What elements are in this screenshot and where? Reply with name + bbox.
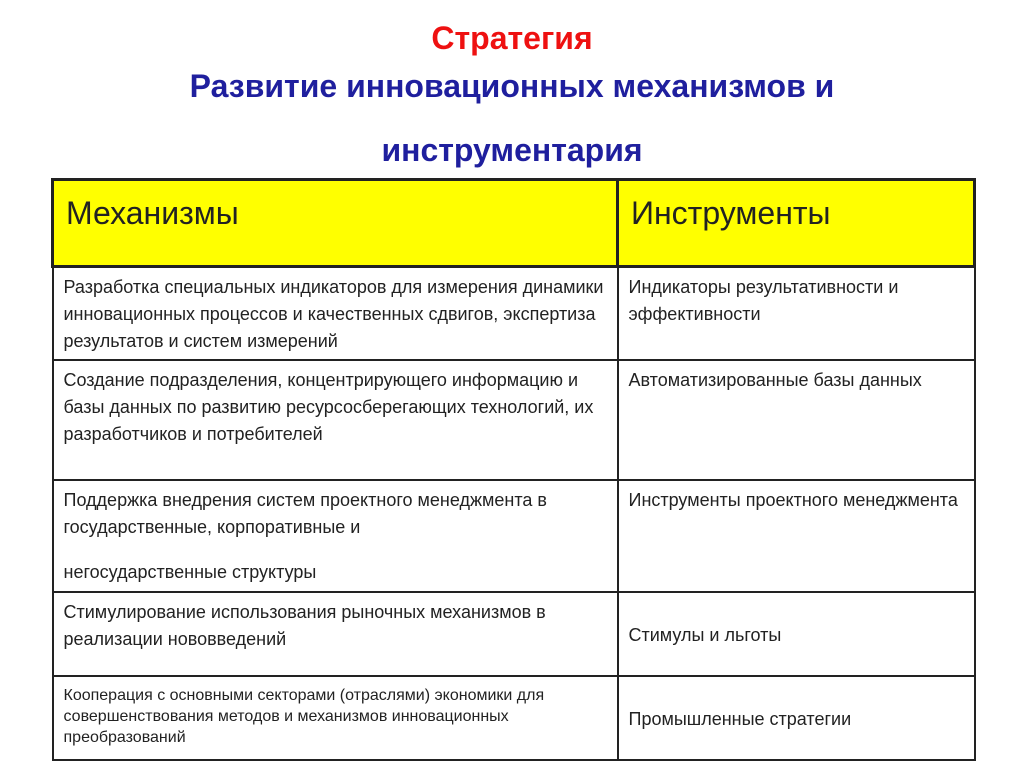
page-title-line-1: Развитие инновационных механизмов и xyxy=(189,68,835,104)
mechanism-cell: Создание подразделения, концентрирующего информацию и базы данных по развитию ресурсосберегающих технологий, их разработчиков и потребителей xyxy=(53,360,618,480)
mechanism-cell xyxy=(53,480,618,592)
mechanism-text-part-1: Поддержка внедрения систем проектного менеджмента в государственные, корпоративные и xyxy=(63,490,547,537)
table-row xyxy=(53,480,975,592)
mechanisms-instruments-table xyxy=(51,178,976,761)
table-row xyxy=(53,676,975,760)
mechanism-cell: Разработка специальных индикаторов для измерения динамики инновационных процессов и качественных сдвигов, экспертиза результатов и систем измерений xyxy=(53,267,618,361)
header-mechanisms: Механизмы xyxy=(53,180,618,267)
strategy-heading: Стратегия xyxy=(431,20,593,56)
table-row xyxy=(53,360,975,480)
instrument-cell: Промышленные стратегии xyxy=(618,676,975,760)
mechanism-cell: Стимулирование использования рыночных механизмов в реализации нововведений xyxy=(53,592,618,676)
table-header-row xyxy=(53,180,975,267)
spacer xyxy=(64,541,607,559)
instrument-cell: Стимулы и льготы xyxy=(618,592,975,676)
table-row xyxy=(53,592,975,676)
instrument-cell: Автоматизированные базы данных xyxy=(618,360,975,480)
header-instruments: Инструменты xyxy=(618,180,975,267)
instrument-cell: Инструменты проектного менеджмента xyxy=(618,480,975,592)
page-title-line-2: инструментария xyxy=(381,132,643,168)
instrument-cell: Индикаторы результативности и эффективности xyxy=(618,267,975,361)
table-row xyxy=(53,267,975,361)
mechanism-text-part-2: негосударственные структуры xyxy=(63,562,317,582)
mechanism-cell: Кооперация с основными секторами (отраслями) экономики для совершенствования методов и механизмов инновационных преобразований xyxy=(53,676,618,760)
